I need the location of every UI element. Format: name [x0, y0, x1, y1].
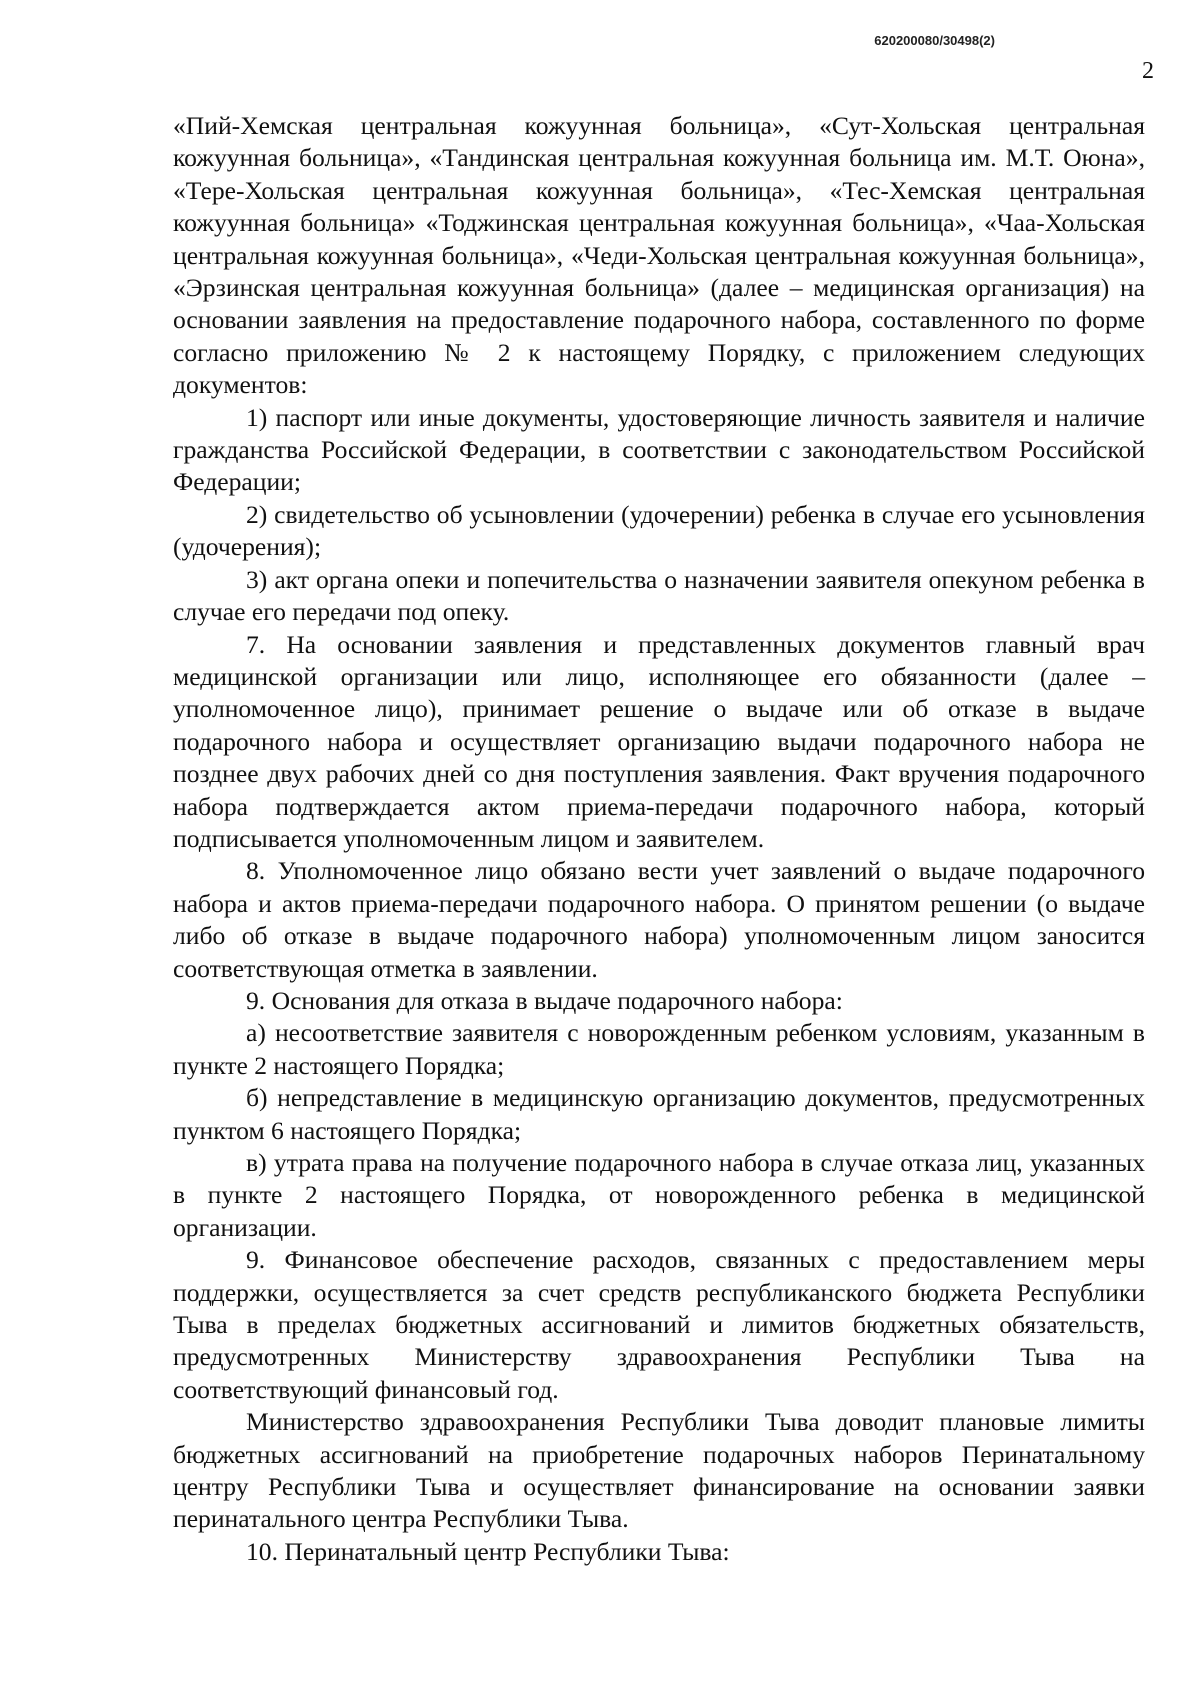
paragraph-hospitals-list: «Пий-Хемская центральная кожуунная больница», «Сут-Хольская центральная кожуунная больница», «Тандинская центральная кожуунная больница им. М.Т. Оюна», «Тере-Хольская центральная кожуунная больница», «Тес-Хемская центральная кожуунная больница» «Тоджинская центральная кожуунная больница», «Чаа-Хольская центральная кожуунная больница», «Чеди-Хольская центральная кожуунная больница», «Эрзинская центральная кожуунная больница» (далее – медицинская организация) на основании заявления на предоставление подарочного набора, составленного по форме согласно приложению № 2 к настоящему Порядку, с приложением следующих документов: — [173, 111, 1145, 400]
paragraph-item-9-financing: 9. Финансовое обеспечение расходов, связанных с предоставлением меры поддержки, осуществляется за счет средств республиканского бюджета Республики Тыва в пределах бюджетных ассигнований и лимитов бюджетных обязательств, предусмотренных Министерству здравоохранения Республики Тыва на соответствующий финансовый год. — [173, 1245, 1145, 1404]
document-id: 620200080/30498(2) — [874, 33, 995, 48]
paragraph-item-10: 10. Перинатальный центр Республики Тыва: — [246, 1536, 730, 1566]
paragraph-item-9-refusal-grounds: 9. Основания для отказа в выдаче подарочного набора: — [246, 985, 843, 1015]
paragraph-item-8: 8. Уполномоченное лицо обязано вести учет заявлений о выдаче подарочного набора и актов приема-передачи подарочного набора. О принятом решении (о выдаче либо об отказе в выдаче подарочного набора) уполномоченным лицом заносится соответствующая отметка в заявлении. — [173, 856, 1145, 983]
list-item-passport: 1) паспорт или иные документы, удостоверяющие личность заявителя и наличие гражданства Российской Федерации, в соответствии с законодательством Российской Федерации; — [173, 402, 1145, 497]
list-item-guardianship-act: 3) акт органа опеки и попечительства о назначении заявителя опекуном ребенка в случае его передачи под опеку. — [173, 564, 1145, 627]
page-number: 2 — [1142, 58, 1154, 84]
document-body — [173, 110, 1145, 1568]
paragraph-item-7: 7. На основании заявления и представленных документов главный врач медицинской организации или лицо, исполняющее его обязанности (далее – уполномоченное лицо), принимает решение о выдаче или об отказе в выдаче подарочного набора и осуществляет организацию выдачи подарочного набора не позднее двух рабочих дней со дня поступления заявления. Факт вручения подарочного набора подтверждается актом приема-передачи подарочного набора, который подписывается уполномоченным лицом и заявителем. — [173, 629, 1145, 853]
list-item-b: б) непредставление в медицинскую организацию документов, предусмотренных пунктом 6 настоящего Порядка; — [173, 1083, 1145, 1145]
paragraph-ministry-limits: Министерство здравоохранения Республики Тыва доводит плановые лимиты бюджетных ассигнований на приобретение подарочных наборов Перинатальному центру Республики Тыва и осуществляет финансирование на основании заявки перинатального центра Республики Тыва. — [173, 1407, 1145, 1534]
list-item-v: в) утрата права на получение подарочного набора в случае отказа лиц, указанных в пункте 2 настоящего Порядка, от новорожденного ребенка в медицинской организации. — [173, 1148, 1145, 1242]
list-item-adoption-certificate: 2) свидетельство об усыновлении (удочерении) ребенка в случае его усыновления (удочерения); — [173, 499, 1145, 562]
list-item-a: а) несоответствие заявителя с новорожденным ребенком условиям, указанным в пункте 2 настоящего Порядка; — [173, 1018, 1145, 1080]
